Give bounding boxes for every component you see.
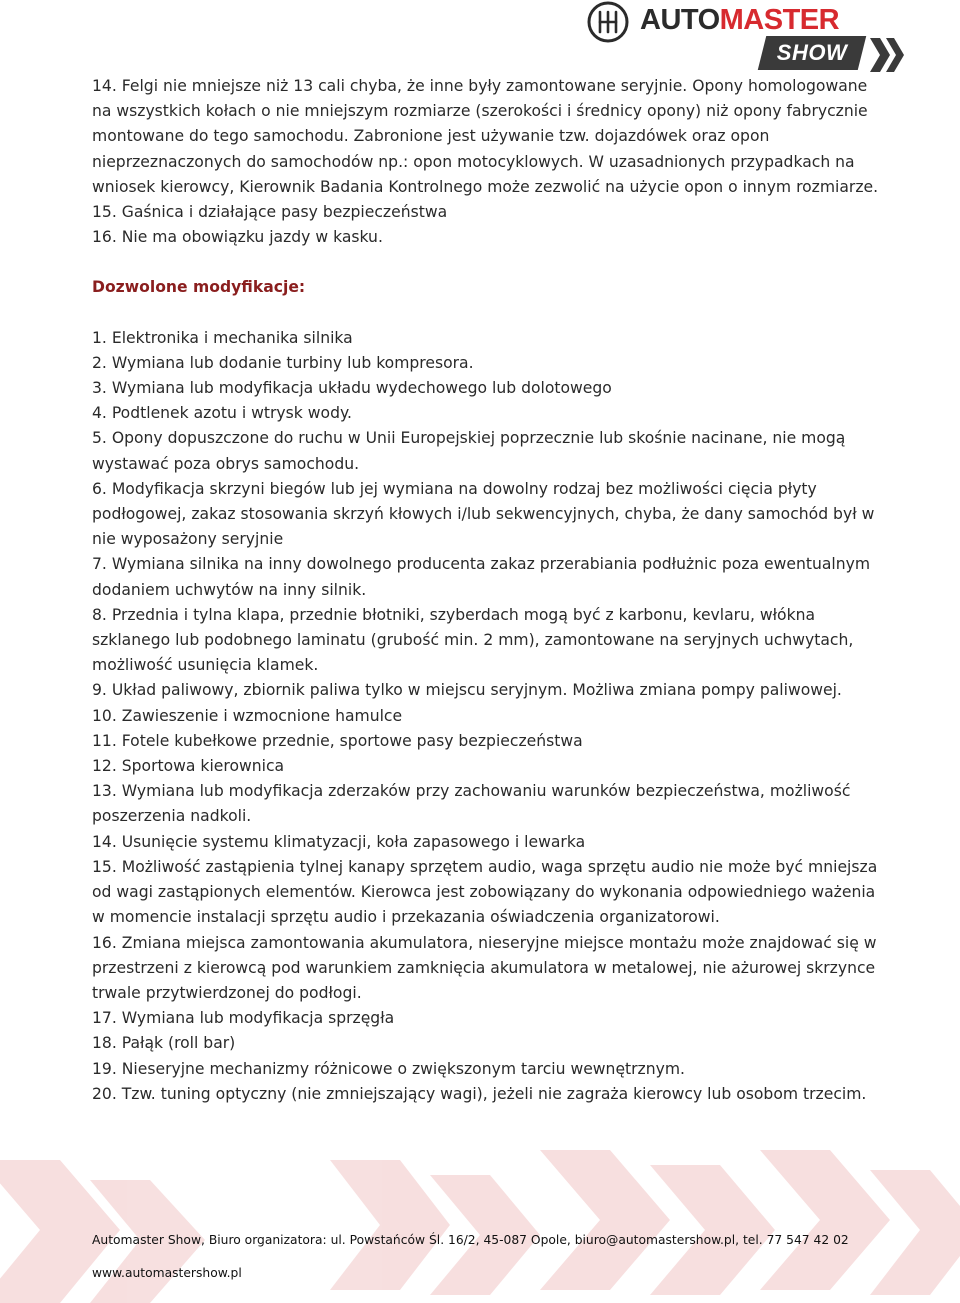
list-item: 7. Wymiana silnika na inny dowolnego producenta zakaz przerabiania podłużnic poza ewentualnym dodaniem uchwytów na inny silnik. bbox=[92, 555, 871, 599]
list-item: 4. Podtlenek azotu i wtrysk wody. bbox=[92, 404, 352, 423]
list-item: 19. Nieseryjne mechanizmy różnicowe o zwiększonym tarciu wewnętrznym. bbox=[92, 1059, 686, 1078]
list-item: 6. Modyfikacja skrzyni biegów lub jej wymiana na dowolny rodzaj bez możliwości cięcia płyty podłogowej, zakaz stosowania skrzyń kłowych i/lub sekwencyjnych, chyba, że dany samochód był w nie wyposażony seryjnie bbox=[92, 479, 875, 549]
section-heading: Dozwolone modyfikacje: bbox=[92, 278, 306, 297]
list-item: 17. Wymiana lub modyfikacja sprzęgła bbox=[92, 1009, 395, 1028]
list-item: 10. Zawieszenie i wzmocnione hamulce bbox=[92, 706, 403, 725]
footer-url: www.automastershow.pl bbox=[92, 1266, 242, 1280]
list-item: 15. Możliwość zastąpienia tylnej kanapy sprzętem audio, waga sprzętu audio nie może być mniejsza od wagi zastąpionych elementów. Kierowca jest zobowiązany do wykonania odpowiedniego ważenia w momencie instalacji sprzętu audio i przekazania oświadczenia organizatorowi. bbox=[92, 857, 878, 927]
list-item: 11. Fotele kubełkowe przednie, sportowe pasy bezpieczeństwa bbox=[92, 731, 583, 750]
logo-wordmark bbox=[640, 6, 839, 35]
list-item: 1. Elektronika i mechanika silnika bbox=[92, 328, 353, 347]
list-item: 14. Usunięcie systemu klimatyzacji, koła zapasowego i lewarka bbox=[92, 832, 586, 851]
list-item: 13. Wymiana lub modyfikacja zderzaków przy zachowaniu warunków bezpieczeństwa, możliwość poszerzenia nadkoli. bbox=[92, 782, 851, 826]
list-item: 2. Wymiana lub dodanie turbiny lub kompresora. bbox=[92, 353, 474, 372]
modifications-list bbox=[92, 326, 882, 1107]
requirements-list bbox=[92, 74, 882, 250]
list-item: 14. Felgi nie mniejsze niż 13 cali chyba, że inne były zamontowane seryjnie. Opony homologowane na wszystkich kołach o nie mniejszym rozmiarze (szerokości i średnicy opony) niż opony fabrycznie montowane do tego samochodu. Zabronione jest używanie tzw. dojazdówek oraz opon nieprzeznaczonych do samochodów np.: opon motocyklowych. W uzasadnionych przypadkach na wniosek kierowcy, Kierownik Badania Kontrolnego może zezwolić na użycie opon o innym rozmiarze. bbox=[92, 77, 879, 196]
list-item: 18. Pałąk (roll bar) bbox=[92, 1034, 236, 1053]
list-item: 20. Tzw. tuning optyczny (nie zmniejszający wagi), jeżeli nie zagraża kierowcy lub osobom trzecim. bbox=[92, 1084, 867, 1103]
list-item: 12. Sportowa kierownica bbox=[92, 757, 285, 776]
list-item: 16. Nie ma obowiązku jazdy w kasku. bbox=[92, 228, 383, 247]
list-item: 15. Gaśnica i działające pasy bezpieczeństwa bbox=[92, 203, 448, 222]
logo-auto: AUTO bbox=[640, 4, 720, 36]
logo-badge-text: SHOW bbox=[776, 40, 848, 65]
logo-master: MASTER bbox=[719, 4, 840, 36]
footer-address: Automaster Show, Biuro organizatora: ul. Powstańców Śl. 16/2, 45-087 Opole, biuro@automastershow.pl, tel. 77 547 42 02 bbox=[92, 1233, 849, 1247]
gear-shift-icon bbox=[586, 0, 630, 44]
list-item: 16. Zmiana miejsca zamontowania akumulatora, nieseryjne miejsce montażu może znajdować się w przestrzeni z kierowcą pod warunkiem zamknięcia akumulatora w metalowej, nie ażurowej skrzynce trwale przytwierdzonej do podłogi. bbox=[92, 933, 877, 1002]
list-item: 5. Opony dopuszczone do ruchu w Unii Europejskiej poprzecznie lub skośnie nacinane, nie mogą wystawać poza obrys samochodu. bbox=[92, 429, 846, 473]
logo-chevron-icon bbox=[870, 38, 910, 72]
list-item: 9. Układ paliwowy, zbiornik paliwa tylko w miejscu seryjnym. Możliwa zmiana pompy paliwowej. bbox=[92, 681, 842, 700]
list-item: 8. Przednia i tylna klapa, przednie błotniki, szyberdach mogą być z karbonu, kevlaru, włókna szklanego lub podobnego laminatu (grubość min. 2 mm), zamontowane na seryjnych uchwytach, możliwość usunięcia klamek. bbox=[92, 605, 854, 675]
list-item: 3. Wymiana lub modyfikacja układu wydechowego lub dolotowego bbox=[92, 379, 612, 398]
automaster-show-logo bbox=[584, 0, 884, 76]
document-body bbox=[92, 74, 882, 1107]
